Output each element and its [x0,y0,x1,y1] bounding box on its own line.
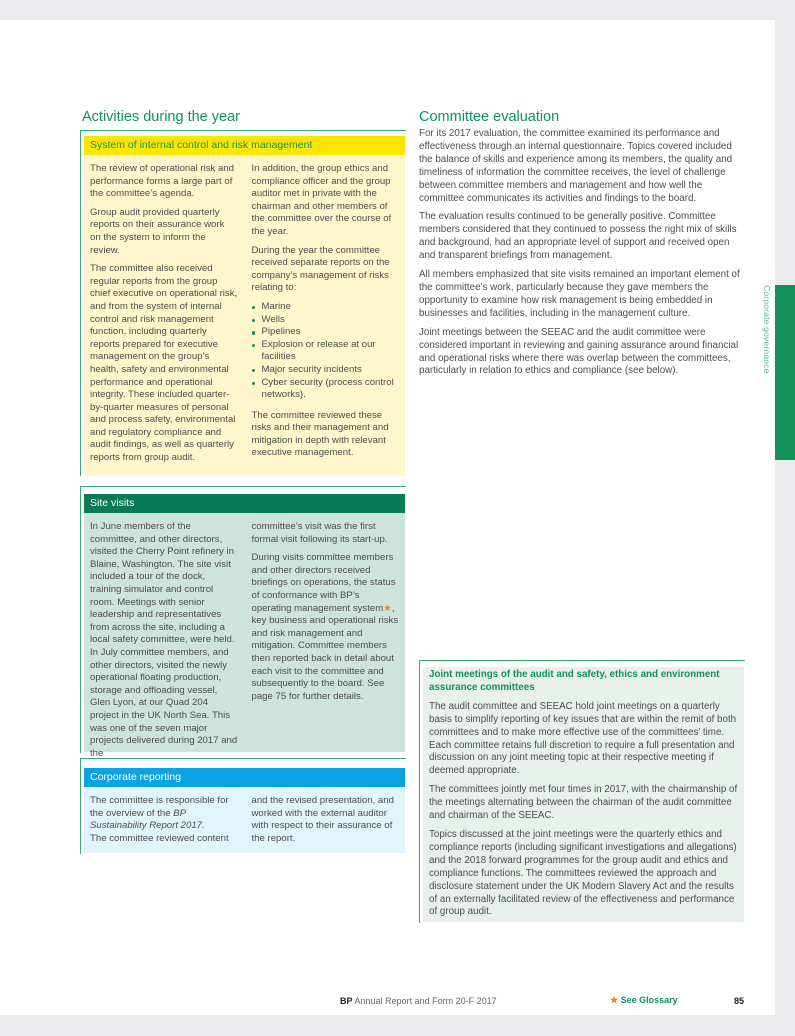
paragraph: Joint meetings between the SEEAC and the audit committee were considered important in reviewing and gaining assurance around financial and operational risks where there was overlap between the committees, particularly in relation to ethics and compliance (see below). [419,326,739,377]
glossary-link[interactable] [610,995,678,1006]
internal-control-col2 [252,163,400,471]
text: During visits committee members and other directors received briefings on operations, the status of conformance with BP’s operating management system [251,552,396,614]
corporate-reporting-box [84,768,405,853]
risk-list [252,301,400,402]
text: The committee reviewed content [90,832,229,844]
glossary-star-icon[interactable]: ★ [383,602,392,614]
paragraph: The review of operational risk and performance forms a large part of the committee’s agenda. [90,163,234,200]
list-item: Major security incidents [262,364,400,377]
site-visits-col2 [252,521,400,766]
paragraph: The committee also received regular reports from the group chief executive on operational risk, and from the system of internal control and risk management function, including quarterly reports prepared for executive management on the group’s health, safety and environmental performance and operational integrity. These included quarter-by-quarter measures of personal and process safety, environmental and regulatory compliance and audit findings, as well as quarterly reports from group audit. [90,263,238,464]
paragraph: In June members of the committee, and other directors, visited the Cherry Point refinery in Blaine, Washington. The site visit included a tour of the dock, training simulator and control room. Meetings with senior leadership and representatives from across the site, including a local safety committee, were held. In July committee members, and other directors, visited the newly operational floating production, storage and offloading vessel, Glen Lyon, at our Quad 204 project in the UK North Sea. This was one of the seven major projects delivered during 2017 and the [90,521,238,759]
site-visits-col1 [90,521,238,766]
paragraph [252,552,400,703]
report-title: Annual Report and Form 20-F 2017 [354,996,497,1006]
corporate-reporting-col2 [252,795,400,851]
committee-evaluation-body [419,128,744,384]
list-item: Cyber security (process control networks). [262,377,400,402]
paragraph: All members emphasized that site visits remained an important element of the committee’s work, particularly because they gave members the opportunity to examine how risk management is being embedded in businesses and facilities, including in the management culture. [419,269,740,319]
paragraph: Group audit provided quarterly reports on their assurance work on the system to inform the review. [90,206,225,256]
corporate-reporting-col1 [90,795,238,851]
joint-meetings-box [423,667,744,922]
paragraph: The committees jointly met four times in 2017, with the chairmanship of the meetings alternating between the chairman of the audit committee and chairman of the SEEAC. [429,784,738,822]
committee-evaluation-heading: Committee evaluation [419,109,560,125]
paragraph: During the year the committee received separate reports on the company’s management of risks relating to: [251,244,390,294]
list-item: Marine [262,301,400,314]
site-visits-title: Site visits [84,494,405,513]
internal-control-box [84,136,405,476]
paragraph: The audit committee and SEEAC hold joint meetings on a quarterly basis to simplify reporting of key issues that are within the remit of both committees and to make more effective use of the committees’ time. Each committee retains full discretion to require a full presentation and discussion on any joint meeting topic at their respective meeting if deemed appropriate. [429,700,737,777]
list-item: Pipelines [262,326,400,339]
joint-meetings-title: Joint meetings of the audit and safety, ethics and environment assurance committees [429,669,720,693]
activities-heading: Activities during the year [82,109,240,125]
page-number: 85 [734,996,745,1006]
internal-control-title: System of internal control and risk management [84,136,405,155]
paragraph: and the revised presentation, and worked with the external auditor with respect to their assurance of the report. [251,795,394,844]
paragraph: The evaluation results continued to be generally positive. Committee members considered that they continued to possess the right mix of skills and background, had an appropriate level of support and received open and transparent briefings from management. [419,211,737,262]
document-page [0,20,775,1015]
glossary-label: See Glossary [620,995,678,1005]
section-tab[interactable] [775,285,795,460]
paragraph: In addition, the group ethics and compliance officer and the group auditor met in private with the chairman and other members of the committee over the course of the year. [251,163,392,237]
list-item: Wells [262,314,400,327]
report-title: BP Sustainability Report 2017. [90,807,205,832]
star-icon: ★ [610,995,619,1005]
section-tab-label: Corporate governance [762,285,772,374]
paragraph: committee’s visit was the first formal visit following its start-up. [251,521,388,545]
text: The committee is responsible for the overview of the [90,795,229,819]
paragraph: For its 2017 evaluation, the committee examined its performance and effectiveness through an internal questionnaire. Topics covered included the balance of skills and experience among its members, the quality and timeliness of information the committee receives, the level of challenge between committee members and management and how well the committee communicates its activities and findings to the board. [419,128,733,204]
paragraph [90,795,238,845]
paragraph: Topics discussed at the joint meetings were the quarterly ethics and compliance reports (including significant investigations and allegations) and the 2018 forward programmes for the group audit and ethics and compliance functions. The committees reviewed the approach and disclosure statement under the UK Modern Slavery Act and the results of an externally facilitated review of the effectiveness and performance of group audit. [429,828,737,918]
internal-control-col1 [90,163,238,471]
corporate-reporting-title: Corporate reporting [84,768,405,787]
list-item: Explosion or release at our facilities [262,339,400,364]
brand: BP [340,996,353,1006]
site-visits-box [84,494,405,759]
footer-title [340,996,497,1006]
text: , key business and operational risks and risk management and mitigation. Committee members then reported back in detail about each visit to the committee and subsequently to the board. See page 75 for further details. [251,602,399,702]
paragraph: The committee reviewed these risks and their management and mitigation in depth with relevant executive management. [251,409,389,459]
